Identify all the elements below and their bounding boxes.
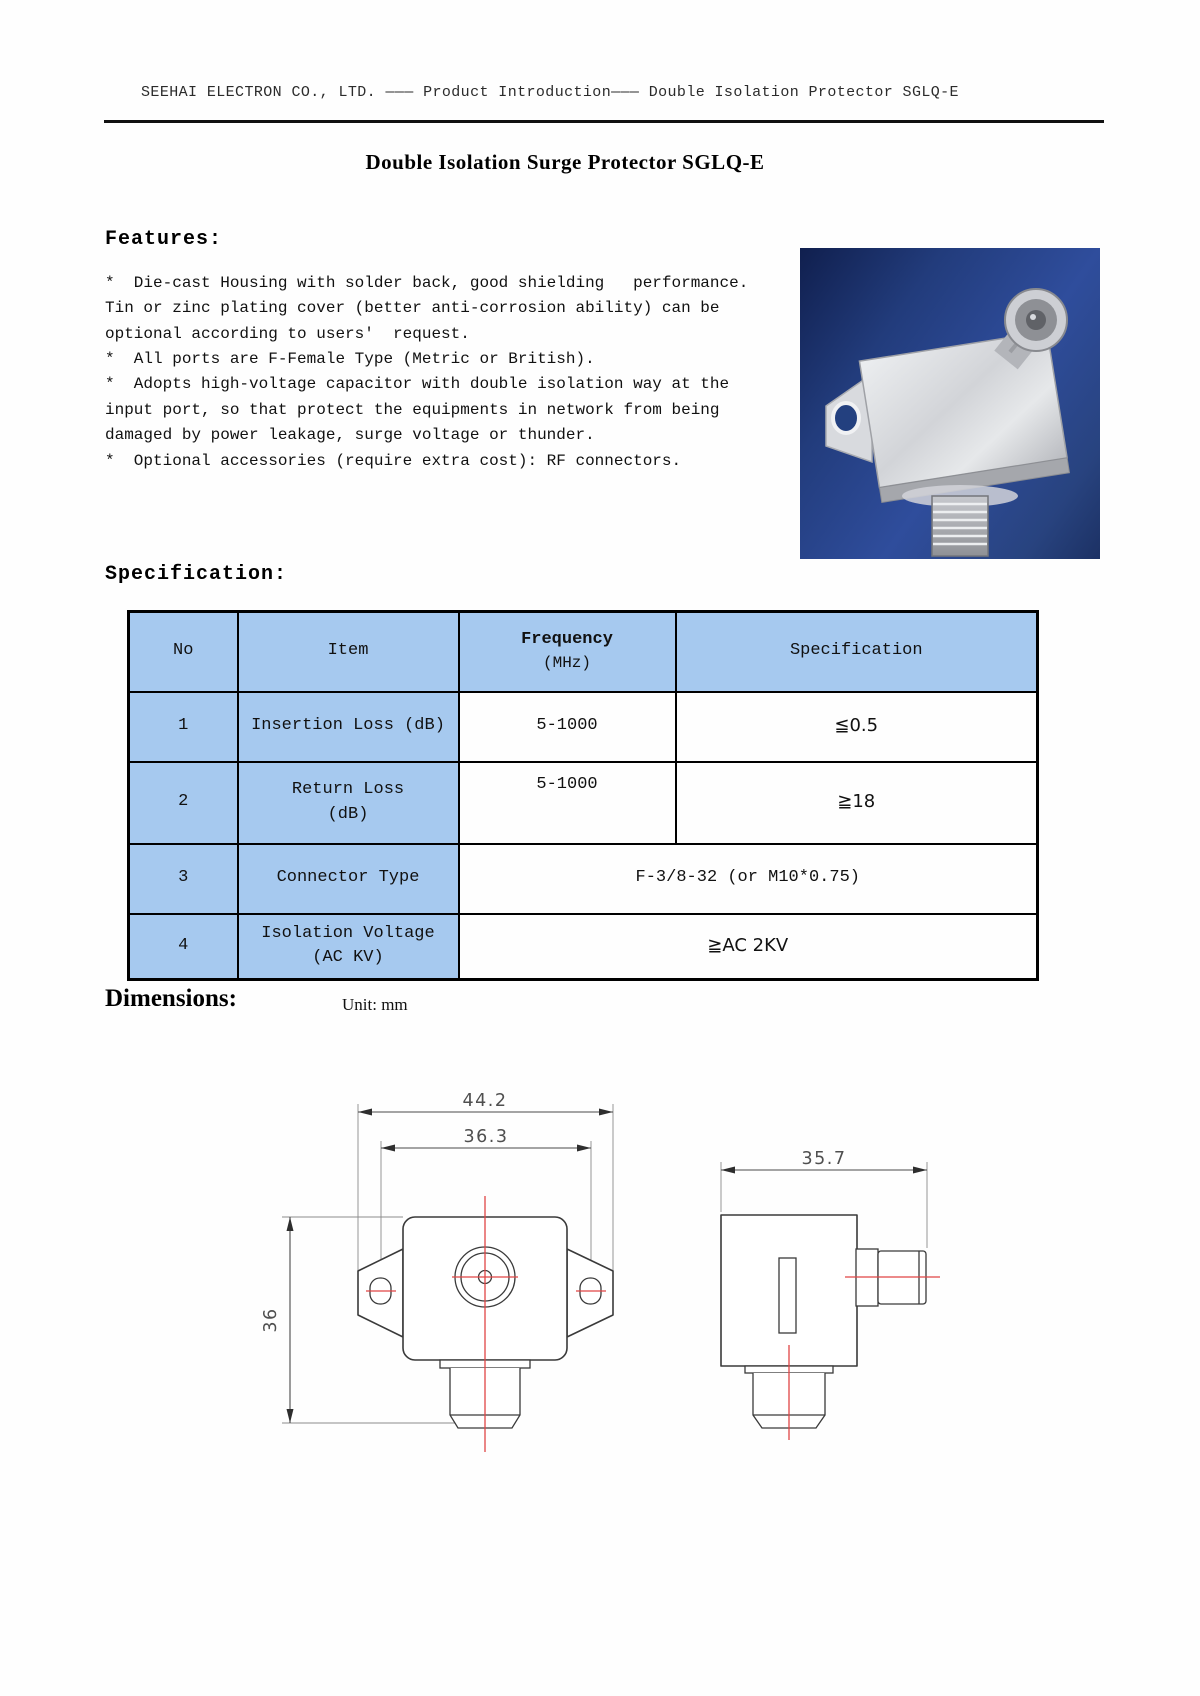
table-row [129,914,1038,980]
col-header-no: No [129,612,238,692]
cell-no: 2 [129,762,238,844]
front-hole-spacing-dim-label: 36.3 [463,1127,509,1147]
front-height-dim-label: 36 [261,1307,281,1333]
feature-line: input port, so that protect the equipments in network from being [105,401,720,419]
col-header-specification: Specification [676,612,1038,692]
feature-line: * Optional accessories (require extra cost): RF connectors. [105,452,682,470]
cell-frequency: 5-1000 [459,762,676,844]
specification-heading: Specification: [105,563,288,586]
table-row [129,844,1038,914]
item-line2: (AC KV) [312,948,384,968]
side-slot [779,1258,796,1333]
cell-spec: F-3/8-32 (or M10*0.75) [459,844,1038,914]
unit-label: Unit: mm [342,995,408,1014]
table-row [129,692,1038,762]
feature-line: optional according to users' request. [105,325,470,343]
item-line1: Return Loss [291,779,405,799]
cell-item [238,914,459,980]
item-line2: (dB) [327,804,369,824]
page-header-text: SEEHAI ELECTRON CO., LTD. ——— Product Introduction——— Double Isolation Protector SGLQ-E [141,84,959,101]
cell-frequency: 5-1000 [459,692,676,762]
cell-item: Connector Type [238,844,459,914]
side-depth-dim-label: 35.7 [801,1149,847,1169]
specification-table [127,610,1039,981]
photo-ear-hole [833,403,859,433]
side-view [721,1149,940,1440]
cell-spec: ≦0.5 [676,692,1038,762]
cell-item [238,762,459,844]
product-photo [800,248,1100,559]
cell-spec: ≧AC 2KV [459,914,1038,980]
item-line1: Isolation Voltage [261,923,435,943]
cell-no: 4 [129,914,238,980]
cell-item: Insertion Loss (dB) [238,692,459,762]
frequency-header-line1: Frequency [521,629,613,649]
dimensions-heading: Dimensions: [105,985,237,1012]
feature-line: * Die-cast Housing with solder back, good shielding performance. [105,274,749,292]
photo-top-connector [1005,289,1067,351]
product-photo-device [800,248,1100,559]
page-title: Double Isolation Surge Protector SGLQ-E [365,150,765,174]
front-view [261,1091,613,1452]
header-divider [104,120,1104,123]
feature-line: * Adopts high-voltage capacitor with double isolation way at the [105,375,730,393]
photo-bottom-connector [902,485,1018,556]
feature-line: * All ports are F-Female Type (Metric or British). [105,350,595,368]
photo-body [859,331,1069,502]
dimension-drawings [240,1060,980,1500]
frequency-header-line2: (MHz) [542,654,591,673]
cell-spec: ≧18 [676,762,1038,844]
col-header-frequency [459,612,676,692]
feature-line: damaged by power leakage, surge voltage or thunder. [105,426,595,444]
col-header-item: Item [238,612,459,692]
front-width-dim-label: 44.2 [462,1091,508,1111]
cell-no: 1 [129,692,238,762]
features-heading: Features: [105,228,223,251]
table-row [129,762,1038,844]
cell-no: 3 [129,844,238,914]
feature-line: Tin or zinc plating cover (better anti-corrosion ability) can be [105,299,720,317]
table-header-row [129,612,1038,692]
